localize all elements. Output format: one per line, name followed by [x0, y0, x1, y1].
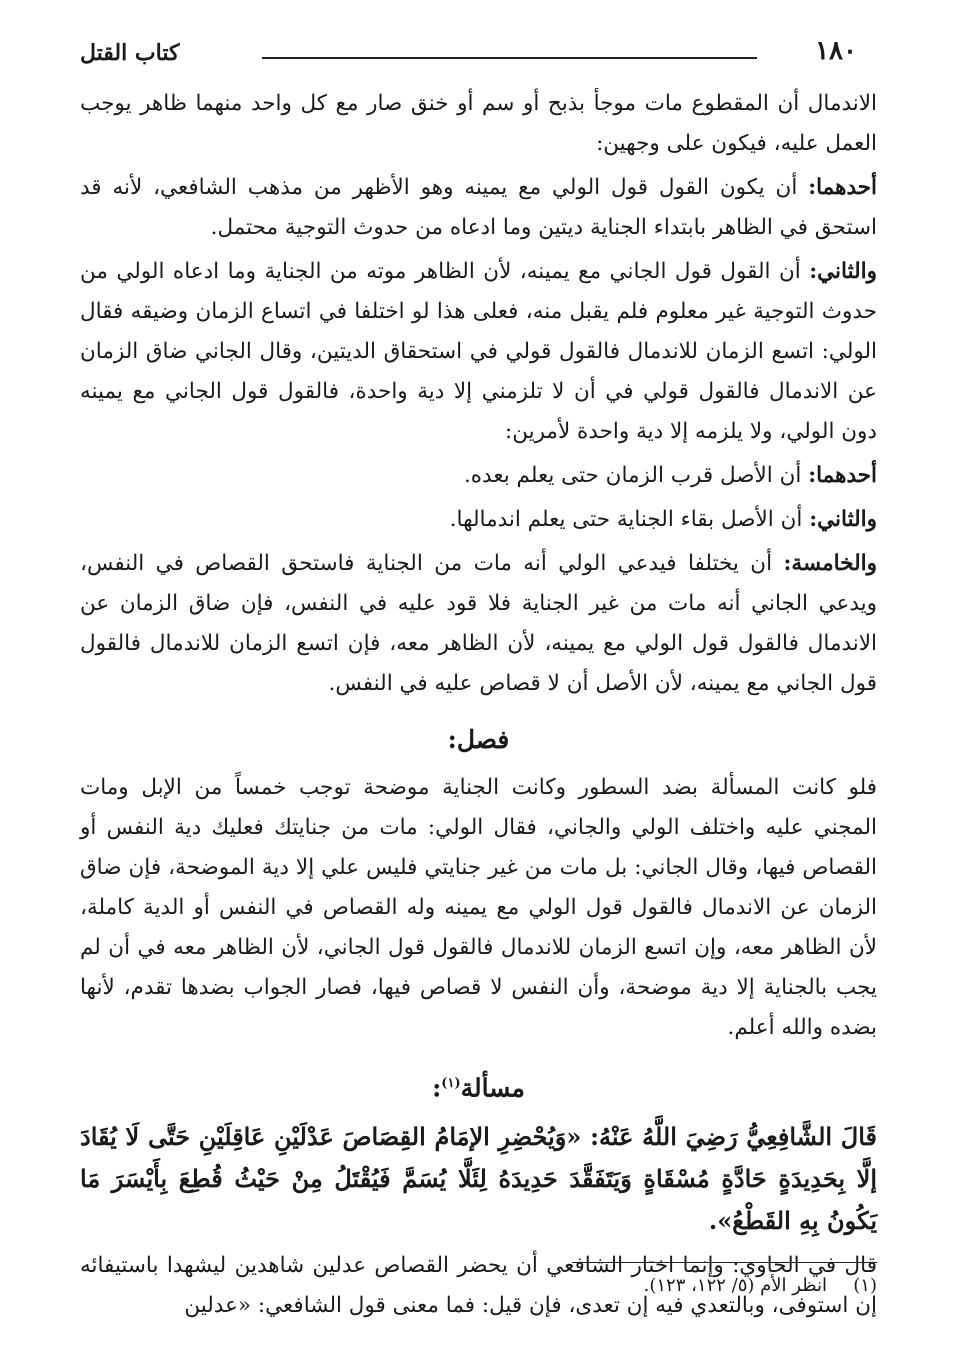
masala-colon: :	[432, 1073, 442, 1103]
header-rule	[262, 57, 757, 59]
footnote-ref: (١)	[441, 1076, 461, 1091]
paragraph-label: والثاني:	[809, 507, 877, 532]
page-header	[80, 34, 877, 84]
paragraph-1	[80, 84, 877, 164]
section-fasl-text: فلو كانت المسألة بضد السطور وكانت الجناية موضحة توجب خمساً من الإبل ومات المجني عليه واختلف الولي والجاني، فقال الولي: مات من جنايتك فعليك دية النفس أو القصاص فيها، وقال الجاني: بل مات من غير جنايتي فليس علي إلا دية الموضحة، فإن ضاق الزمان عن الاندمال فالقول قول الولي مع يمينه وله القصاص في النفس أو الدية كاملة، لأن الظاهر معه، وإن اتسع الزمان للاندمال فالقول قول الجاني، لأن الظاهر معه في أن لم يجب بالجناية إلا دية موضحة، وأن النفس لا قصاص فيها، فصار الجواب بضدها تقدم، لأنها بضده والله أعلم.	[80, 775, 877, 1040]
shafii-quote: قَالَ الشَّافِعِيُّ رَضِيَ اللَّهُ عَنْهُ: «وَيُحْضِرِ الإمَامُ القِصَاصَ عَدْلَيْنِ عَاقِلَيْنِ حَتَّى لَا يُقَادَ إلَّا بِحَدِيدَةٍ حَادَّةٍ مُسْقَاةٍ وَيَتَفَقَّدَ حَدِيدَهُ لِئَلَّا يُسَمَّ فَيُقْتَلُ مِنْ حَيْثُ قُطِعَ بِأَيْسَرَ مَا يَكُونُ بِهِ القَطْعُ».	[80, 1122, 877, 1236]
paragraph-3	[80, 252, 877, 452]
paragraph-text: أن يختلفا فيدعي الولي أنه مات من الجناية فاستحق القصاص في النفس، ويدعي الجاني أنه مات من غير الجناية فلا قود عليه في النفس، فإن ضاق الزمان عن الاندمال فالقول قول الولي مع يمينه، لأن الظاهر معه، فإن اتسع الزمان للاندمال فالقول قول الجاني مع يمينه، لأن الأصل أن لا قصاص عليه في النفس.	[80, 551, 877, 696]
hawi-text: قال في الحاوي: وإنما اختار الشافعي أن يحضر القصاص عدلين شاهدين ليشهدا باستيفائه إن استوفى، وبالتعدي فيه إن تعدى، فإن قيل: فما معنى قول الشافعي: «عدلين	[80, 1253, 877, 1319]
paragraph-label: أحدهما:	[808, 175, 877, 200]
footnote-rule	[572, 1262, 877, 1263]
paragraph-label: أحدهما:	[808, 463, 877, 488]
section-heading-masala	[80, 1062, 877, 1110]
paragraph-text: أن الأصل بقاء الجناية حتى يعلم اندمالها.	[449, 507, 810, 532]
paragraph-text: أن يكون القول قول الولي مع يمينه وهو الأظهر من مذهب الشافعي، لأنه قد استحق في الظاهر بابتداء الجناية ديتين وما ادعاه من حدوث التوجية محتمل.	[80, 175, 877, 240]
paragraph-4	[80, 456, 877, 496]
paragraph-text: أن الأصل قرب الزمان حتى يعلم بعده.	[463, 463, 809, 488]
page	[80, 34, 877, 1330]
paragraph-6	[80, 544, 877, 704]
page-number: ١٨٠	[815, 36, 857, 66]
paragraph-text: أن القول قول الجاني مع يمينه، لأن الظاهر موته من الجناية وما ادعاه الولي من حدوث التوجية غير معلوم فلم يقبل منه، فعلى هذا لو اختلفا في اتساع الزمان وضيقه فقال الولي: اتسع الزمان للاندمال فالقول قولي في استحقاق الديتين، وقال الجاني ضاق الزمان عن الاندمال فالقول قولي في أن لا تلزمني إلا دية واحدة، فالقول قول الجاني مع يمينه دون الولي، ولا يلزمه إلا دية واحدة لأمرين:	[80, 259, 877, 444]
paragraph-text: الاندمال أن المقطوع مات موجأ بذبح أو سم أو خنق صار مع كل واحد منهما ظاهر يوجب العمل عليه، فيكون على وجهين:	[80, 91, 877, 156]
footnote-1	[80, 1275, 877, 1296]
paragraph-label: والثاني:	[809, 259, 877, 284]
main-text	[80, 84, 877, 1326]
masala-title: مسألة	[460, 1073, 525, 1103]
book-title: كتاب القتل	[80, 40, 180, 66]
paragraph-label: والخامسة:	[783, 551, 877, 576]
paragraph-5	[80, 500, 877, 540]
footnotes	[80, 1262, 877, 1296]
footnote-number: (١)	[853, 1275, 877, 1296]
section-heading-fasl: فصل:	[447, 725, 510, 754]
footnote-text: انظر الأم (٥/ ١٢٢، ١٢٣).	[643, 1275, 827, 1296]
paragraph-2	[80, 168, 877, 248]
